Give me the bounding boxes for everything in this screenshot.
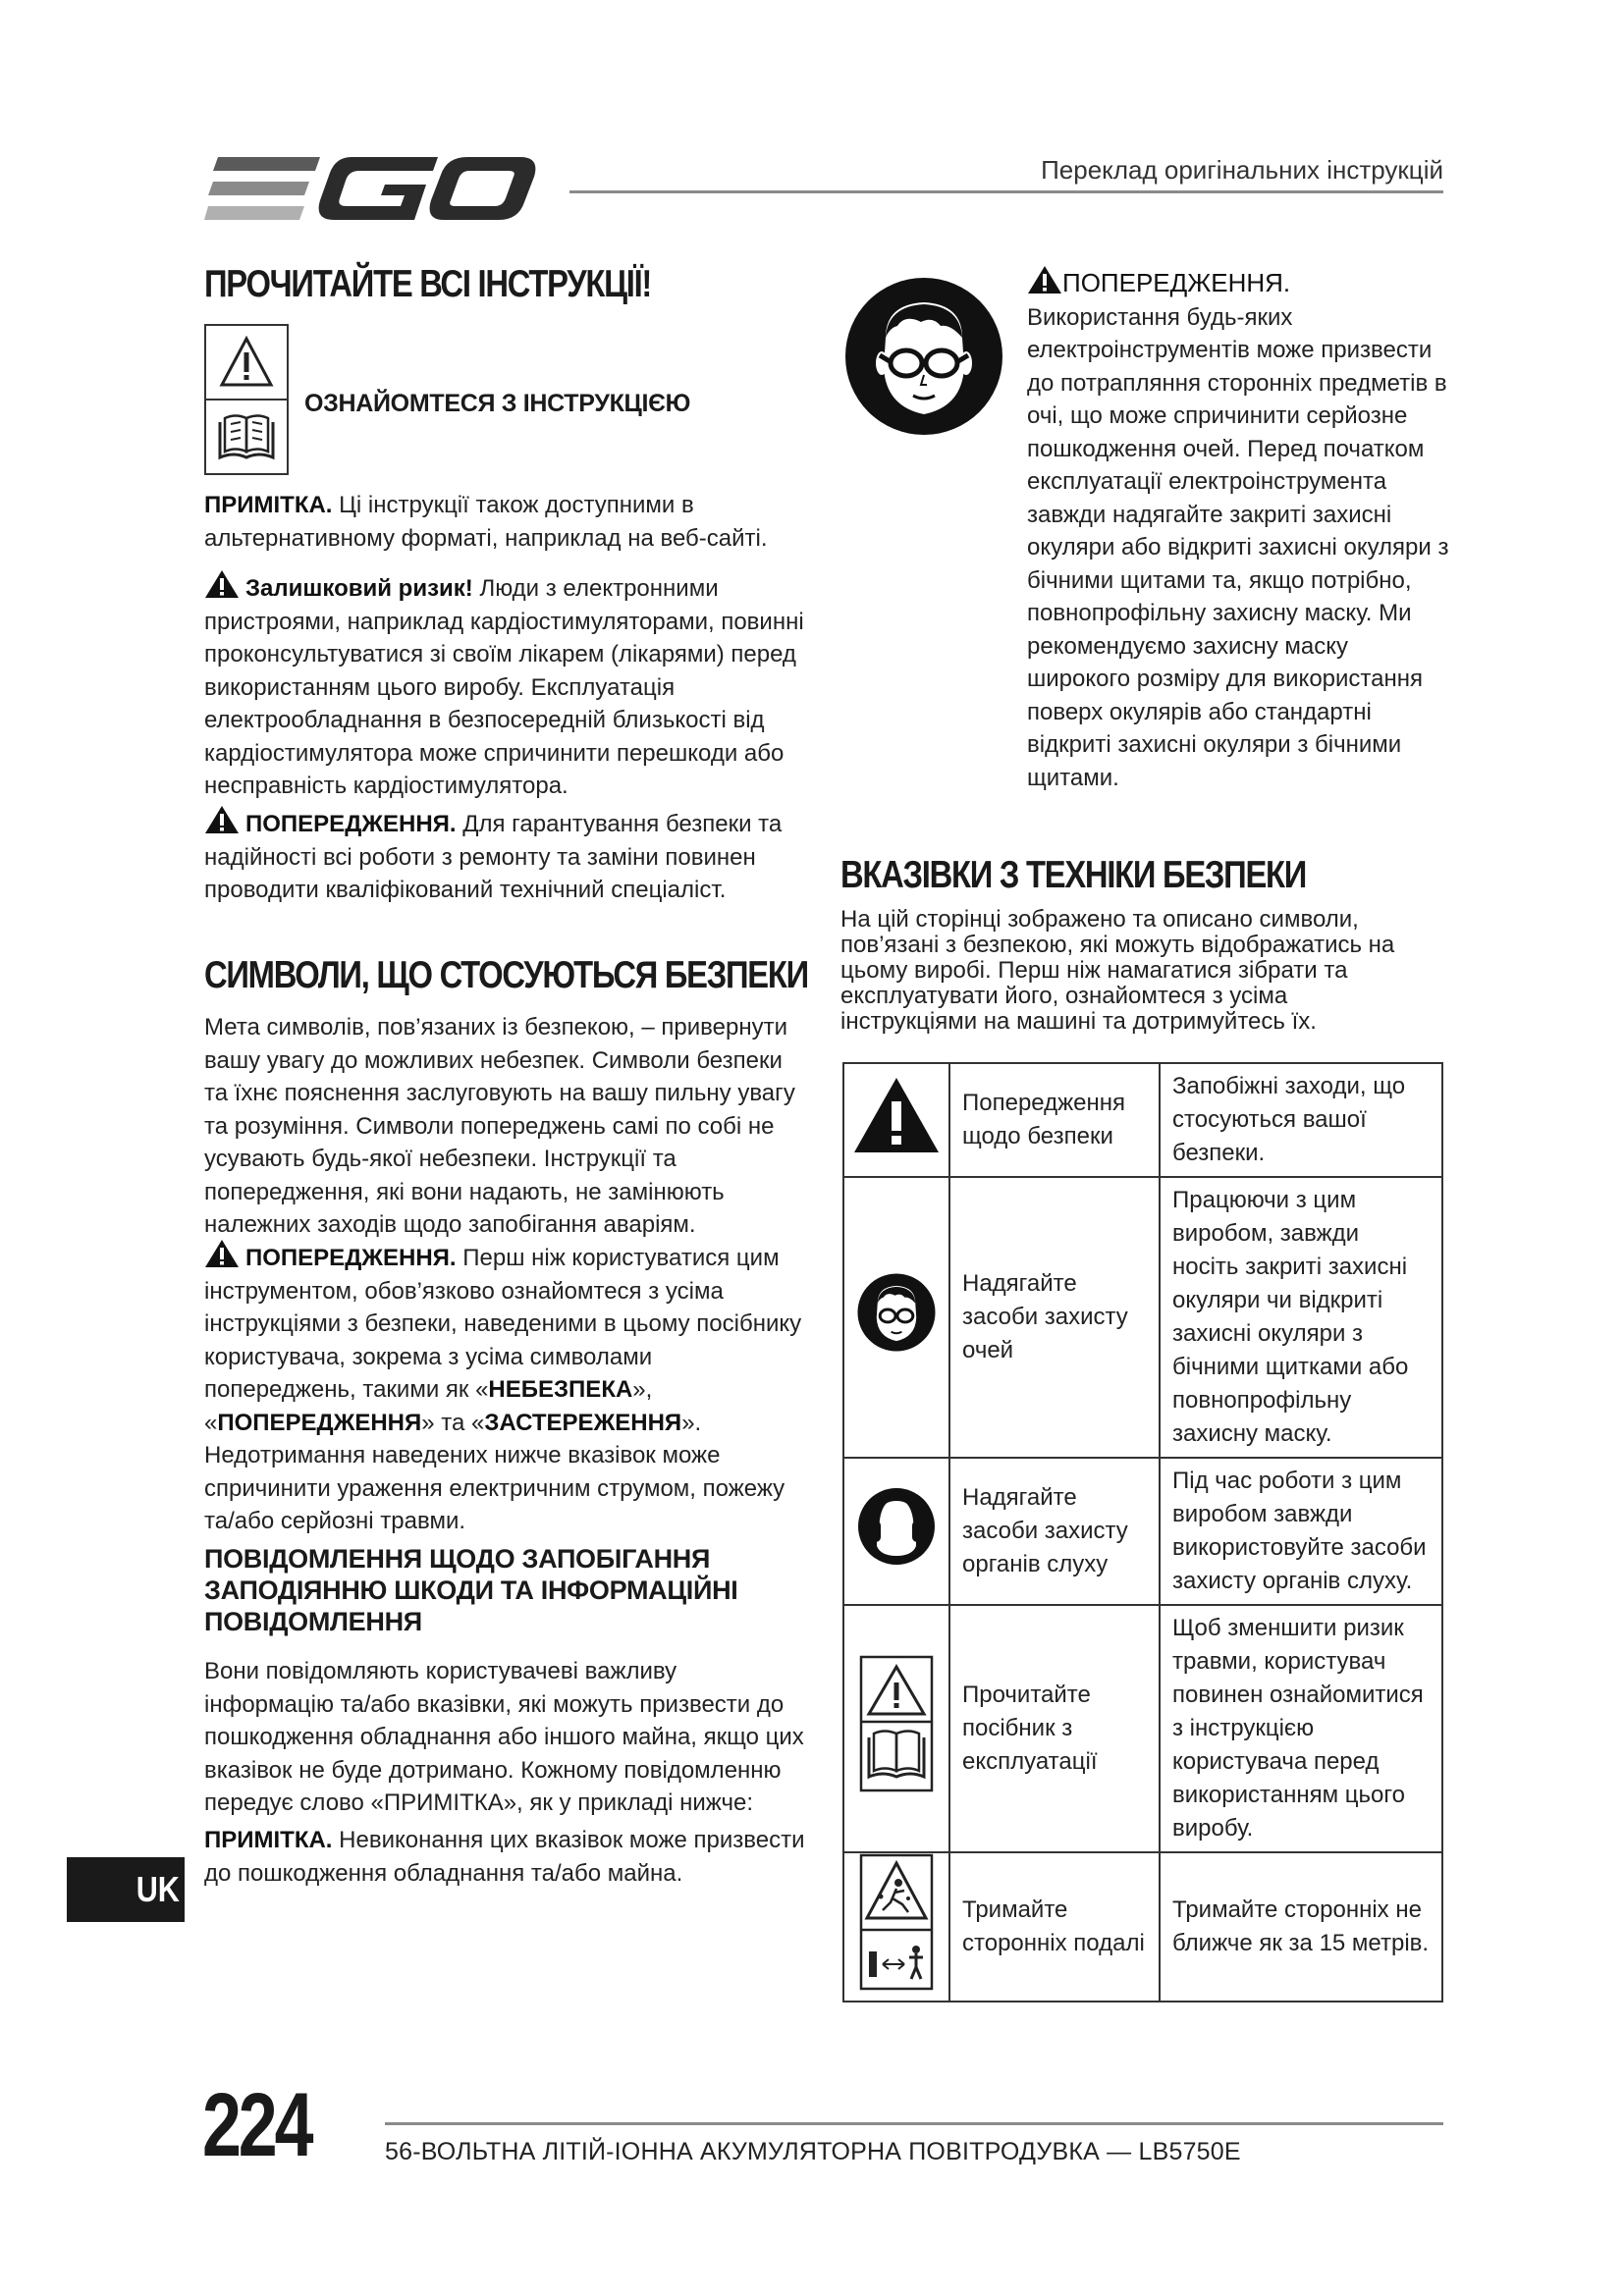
table-symbol-desc: Запобіжні заходи, що стосуються вашої безпеки. — [1160, 1063, 1442, 1177]
page-number: 224 — [202, 2075, 311, 2175]
warning-icon — [1027, 265, 1062, 294]
repair-warning-paragraph — [204, 805, 805, 907]
safety-symbols-table — [842, 1062, 1443, 2002]
table-row — [843, 1852, 1442, 2002]
notices-title: ПОВІДОМЛЕННЯ ЩОДО ЗАПОБІГАННЯ ЗАПОДІЯННЮ ШКОДИ ТА ІНФОРМАЦІЙНІ ПОВІДОМЛЕННЯ — [204, 1544, 738, 1636]
table-symbol-name: Надягайте засоби захисту очей — [949, 1177, 1160, 1458]
note-label: ПРИМІТКА. — [204, 1827, 333, 1853]
read-manual-symbol — [204, 324, 289, 475]
table-symbol-desc: Тримайте сторонніх не ближче як за 15 метрів. — [1160, 1852, 1442, 2002]
table-symbol-name: Надягайте засоби захисту органів слуху — [949, 1458, 1160, 1605]
note-damage — [204, 1824, 805, 1890]
eye-warning-text: Використання будь-яких електроінструментів може призвести до потрапляння сторонніх предметів в очі, що може спричинити серйозне пошкодження очей. Перед початком експлуатації електроінструмента завжди надягайте закриті захисні окуляри або відкриті захисні окуляри з бічними щитами та, якщо потрібно, повнопрофільну захисну маску. Ми рекомендуємо захисну маску широкого розміру для використання поверх окулярів або стандартні відкриті захисні окуляри з бічними щитами. — [1027, 303, 1449, 791]
read-manual-icon — [859, 1655, 934, 1792]
table-symbol-desc: Під час роботи з цим виробом завжди використовуйте засоби захисту органів слуху. — [1160, 1458, 1442, 1605]
table-icon-cell — [843, 1458, 949, 1605]
warning-label: ПОПЕРЕДЖЕННЯ. — [245, 1245, 457, 1271]
table-row — [843, 1177, 1442, 1458]
table-symbol-name: Прочитайте посібник з експлуатації — [949, 1605, 1160, 1852]
note-text: Ці інструкції також доступними в альтернативному форматі, наприклад на веб-сайті. — [204, 492, 768, 552]
table-icon-cell — [843, 1063, 949, 1177]
table-icon-cell — [843, 1177, 949, 1458]
residual-risk-label: Залишковий ризик! — [245, 575, 473, 602]
eye-warning-paragraph — [1027, 265, 1449, 794]
table-icon-cell — [843, 1852, 949, 2002]
read-manual-label: ОЗНАЙОМТЕСЯ З ІНСТРУКЦІЄЮ — [304, 390, 691, 417]
warning-text: Перш ніж користуватися цим інструментом, обов’язково ознайомтеся з усіма інструкціями з безпеки, наведеними в цьому посібнику користувача, зокрема з усіма символами попереджень, такими як « — [204, 1245, 802, 1403]
safety-goggles-icon — [844, 277, 1003, 436]
warning-icon — [204, 1239, 240, 1268]
book-icon — [216, 410, 277, 463]
footer-product-title: 56-ВОЛЬТНА ЛІТІЙ-ІОННА АКУМУЛЯТОРНА ПОВІТРОДУВКА — LB5750E — [385, 2138, 1241, 2165]
table-symbol-desc: Щоб зменшити ризик травми, користувач повинен ознайомитися з інструкцією користувача перед використанням цього виробу. — [1160, 1605, 1442, 1852]
header-subtitle: Переклад оригінальних інструкцій — [1041, 155, 1443, 185]
warning-triangle-icon — [219, 336, 274, 389]
safety-instructions-intro: На цій сторінці зображено та описано символи, пов’язані з безпекою, які можуть відображатись на цьому виробі. Перш ніж намагатися зібрати та експлуатувати його, ознайомтеся з усіма інструкціями на машині та дотримуйтесь їх. — [840, 906, 1395, 1035]
symbols-intro: Мета символів, пов’язаних із безпекою, – привернути вашу увагу до можливих небезпек. Символи безпеки та їхнє пояснення заслуговують на вашу пильну увагу та розуміння. Символи попереджень самі по собі не усувають будь-якої небезпеки. Інструкції та попередження, які вони надають, не замінюють належних заходів щодо запобігання аваріям. — [204, 1014, 795, 1238]
eye-warning-label: ПОПЕРЕДЖЕННЯ. — [1062, 268, 1291, 297]
keep-bystanders-away-icon — [859, 1853, 934, 1991]
safety-instructions-title: ВКАЗІВКИ З ТЕХНІКИ БЕЗПЕКИ — [840, 854, 1307, 896]
table-row — [843, 1458, 1442, 1605]
header-rule — [569, 190, 1443, 193]
note-label: ПРИМІТКА. — [204, 492, 333, 518]
warning-icon — [204, 805, 240, 834]
warning-text: Для гарантування безпеки та надійності всі роботи з ремонту та заміни повинен проводити кваліфікований технічний спеціаліст. — [204, 811, 783, 903]
read-all-title: ПРОЧИТАЙТЕ ВСІ ІНСТРУКЦІЇ! — [204, 263, 652, 305]
warning-text: ». Недотримання наведених нижче вказівок може спричинити ураження електричним струмом, пожежу та/або серйозні травми. — [204, 1409, 785, 1534]
residual-risk-paragraph — [204, 569, 805, 803]
table-symbol-desc: Працюючи з цим виробом, завжди носіть закриті захисні окуляри чи відкриті захисні окуляри з бічними щитками або повнопрофільну захисну маску. — [1160, 1177, 1442, 1458]
ear-protection-icon — [857, 1487, 936, 1566]
table-symbol-name: Попередження щодо безпеки — [949, 1063, 1160, 1177]
notices-text: Вони повідомляють користувачеві важливу інформацію та/або вказівки, які можуть призвести до пошкодження обладнання або іншого майна, якщо цих вказівок не буде дотримано. Кожному повідомленню передує слово «ПРИМІТКА», як у прикладі нижче: — [204, 1658, 804, 1816]
warning-word: ПОПЕРЕДЖЕННЯ — [217, 1409, 422, 1436]
safety-goggles-icon — [857, 1273, 936, 1352]
table-symbol-name: Тримайте сторонніх подалі — [949, 1852, 1160, 2002]
warning-label: ПОПЕРЕДЖЕННЯ. — [245, 811, 457, 837]
note-availability — [204, 489, 805, 555]
warning-icon — [204, 569, 240, 599]
caution-word: ЗАСТЕРЕЖЕННЯ — [484, 1409, 682, 1436]
warning-text: », « — [204, 1376, 653, 1436]
footer-rule — [385, 2122, 1443, 2125]
table-row — [843, 1605, 1442, 1852]
table-row — [843, 1063, 1442, 1177]
danger-word: НЕБЕЗПЕКА — [488, 1376, 633, 1403]
ego-logo — [204, 149, 538, 228]
warning-text: » та « — [421, 1409, 485, 1436]
usage-warning-paragraph — [204, 1239, 805, 1538]
language-code: UK — [135, 1869, 180, 1909]
table-icon-cell — [843, 1605, 949, 1852]
note-text: Невиконання цих вказівок може призвести до пошкодження обладнання та/або майна. — [204, 1827, 805, 1887]
symbols-title: СИМВОЛИ, ЩО СТОСУЮТЬСЯ БЕЗПЕКИ — [204, 954, 808, 996]
warning-triangle-icon — [850, 1074, 943, 1156]
residual-risk-text: Люди з електронними пристроями, наприклад кардіостимуляторами, повинні проконсультуватися зі своїм лікарем (лікарями) перед використанням цього виробу. Експлуатація електрообладнання в безпосередній близькості від кардіостимулятора може спричинити перешкоди або несправність кардіостимулятора. — [204, 575, 804, 799]
language-tab — [67, 1857, 185, 1922]
